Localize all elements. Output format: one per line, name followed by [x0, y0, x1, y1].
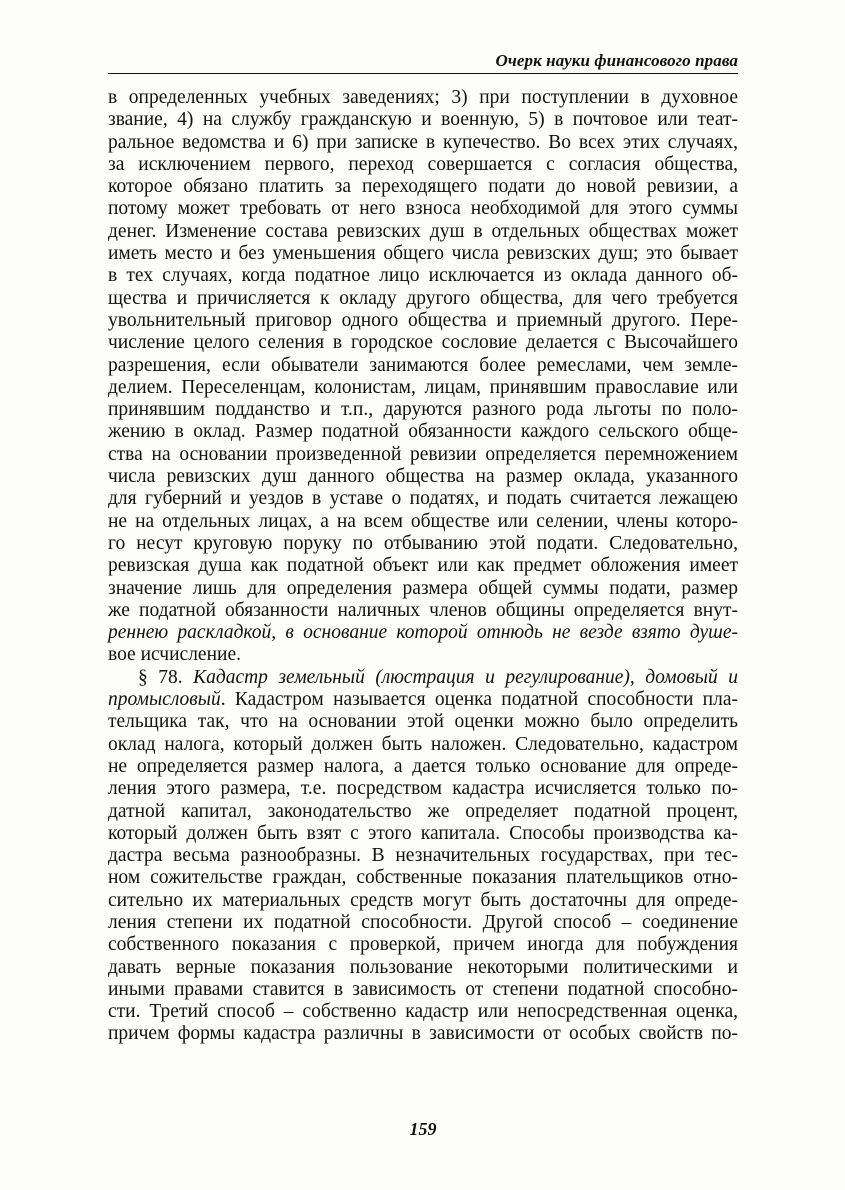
- text-line: ревизская душа как податной объект или как предмет обложения имеет: [108, 555, 738, 577]
- page-number: 159: [409, 1119, 437, 1139]
- text-line: вое исчисление.: [108, 644, 241, 666]
- text-line: ления этого размера, т.е. посредством кадастра исчисляется только по-: [108, 778, 738, 800]
- text-line: делием. Переселенцам, колонистам, лицам, принявшим православие или: [108, 376, 738, 398]
- text-line: же податной обязанности наличных членов общины определяется внут-: [108, 599, 738, 621]
- line-text-segment: § 78.: [138, 666, 194, 688]
- text-line: дастра весьма разнообразны. В незначительных государствах, при тес-: [108, 845, 738, 867]
- text-line: го несут круговую поруку по отбыванию этой подати. Следовательно,: [108, 532, 738, 554]
- text-line: в определенных учебных заведениях; 3) при поступлении в духовное: [108, 87, 738, 108]
- text-line: в тех случаях, когда податное лицо исключается из оклада данного об-: [108, 265, 738, 287]
- text-line: который должен быть взят с этого капитала. Способы производства ка-: [108, 822, 738, 844]
- text-line: звание, 4) на службу гражданскую и военную, 5) в почтовое или теат-: [108, 109, 738, 131]
- text-line: причем формы кадастра различны в зависимости от особых свойств по-: [108, 1023, 738, 1045]
- text-line: ления степени их податной способности. Другой способ – соединение: [108, 911, 738, 933]
- text-line: не на отдельных лицах, а на всем обществе или селении, члены которо-: [108, 510, 738, 532]
- text-line: ном сожительстве граждан, собственные показания плательщиков отно-: [108, 867, 738, 889]
- text-line: [108, 689, 738, 711]
- text-line: иметь место и без уменьшения общего числа ревизских душ; это бывает: [108, 243, 738, 265]
- text-line: числение целого селения в городское сословие делается с Высочайшего: [108, 332, 738, 354]
- text-line: ства на основании произведенной ревизии определяется перемножением: [108, 443, 738, 465]
- text-line: увольнительный приговор одного общества и приемный другого. Пере-: [108, 309, 738, 331]
- line-italic-segment: реннею раскладкой, в основание которой отнюдь не везде взято душе-: [108, 622, 738, 644]
- text-line: [108, 622, 738, 644]
- text-line: потому может требовать от него взноса необходимой для этого суммы: [108, 198, 738, 220]
- text-line: которое обязано платить за переходящего подати до новой ревизии, а: [108, 176, 738, 198]
- text-line: собственного показания с проверкой, причем иногда для побуждения: [108, 934, 738, 956]
- text-line: щества и причисляется к окладу другого общества, для чего требуется: [108, 287, 738, 309]
- text-line: сти. Третий способ – собственно кадастр или непосредственная оценка,: [108, 1001, 738, 1023]
- text-line: датной капитал, законодательство же определяет податной процент,: [108, 800, 738, 822]
- text-line: жению в оклад. Размер податной обязанности каждого сельского обще-: [108, 421, 738, 443]
- text-line: оклад налога, который должен быть наложен. Следовательно, кадастром: [108, 733, 738, 755]
- text-line: не определяется размер налога, а дается только основание для опреде-: [108, 755, 738, 777]
- text-line: иными правами ставится в зависимость от степени податной способно-: [108, 978, 738, 1000]
- text-line: за исключением первого, переход совершается с согласия общества,: [108, 153, 738, 175]
- line-italic-segment: Кадастр земельный (люстрация и регулирование), домовый и: [193, 666, 739, 688]
- line-text-segment: . Кадастром называется оценка податной способности пла-: [220, 689, 738, 711]
- text-line: денег. Изменение состава ревизских душ в отдельных обществах может: [108, 220, 738, 242]
- body-text: [108, 87, 738, 1046]
- text-line: значение лишь для определения размера общей суммы подати, размер: [108, 577, 738, 599]
- header-rule: [108, 73, 738, 74]
- text-line: принявшим подданство и т.п., даруются разного рода льготы по поло-: [108, 399, 738, 421]
- text-line: для губерний и уездов в уставе о податях, и подать считается лежащею: [108, 488, 738, 510]
- text-line: ральное ведомства и 6) при записке в купечество. Во всех этих случаях,: [108, 131, 738, 153]
- text-line: давать верные показания пользование некоторыми политическими и: [108, 956, 738, 978]
- text-line: тельщика так, что на основании этой оценки можно было определить: [108, 711, 738, 733]
- line-italic-segment: промысловый: [108, 689, 221, 711]
- running-head: Очерк науки финансового права: [495, 51, 738, 70]
- text-line: [108, 667, 738, 689]
- text-line: разрешения, если обыватели занимаются более ремеслами, чем земле-: [108, 354, 738, 376]
- text-line: числа ревизских душ данного общества на размер оклада, указанного: [108, 466, 738, 488]
- text-line: сительно их материальных средств могут быть достаточны для опреде-: [108, 889, 738, 911]
